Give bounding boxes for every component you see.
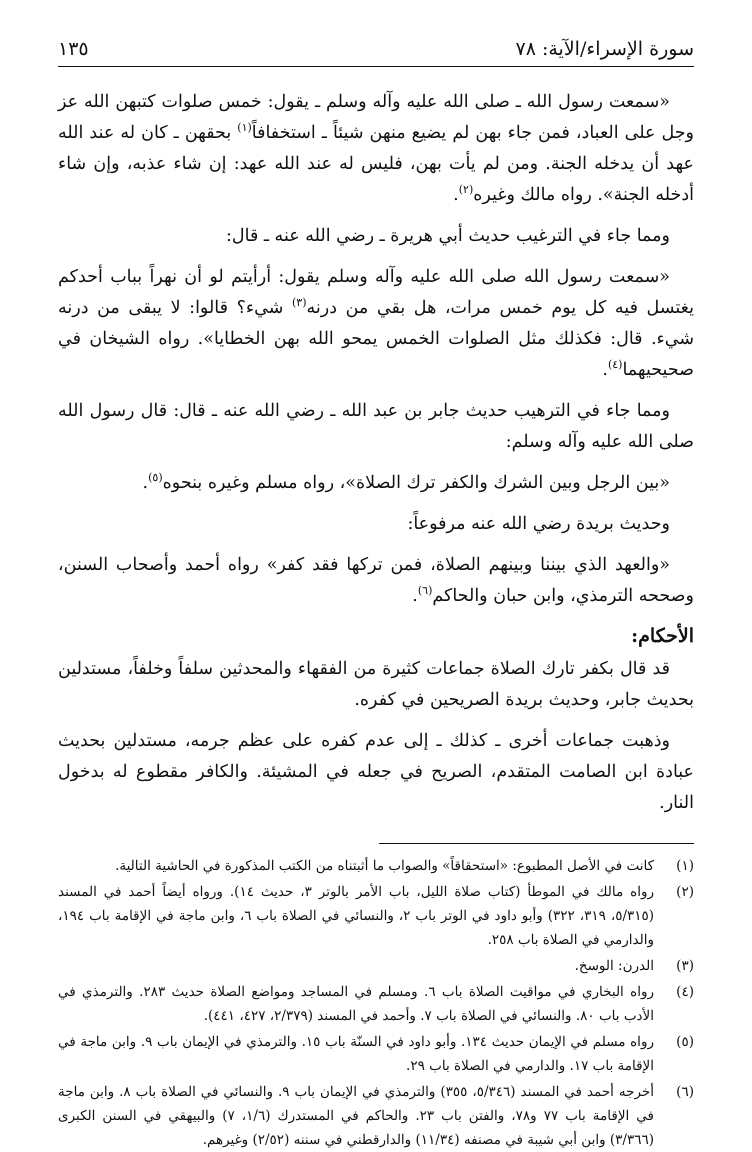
footnote-ref: (٥) (148, 471, 163, 485)
paragraph-text: «بين الرجل وبين الشرك والكفر ترك الصلاة»، رواه مسلم وغيره بنحوه (162, 473, 670, 493)
footnote-text: أخرجه أحمد في المسند (٥/٣٤٦، ٣٥٥) والترمذي في الإيمان باب ٩. والنسائي في الصلاة باب ٨. وابن ماجة في الإقامة باب ٧٧ و٧٨، والفتن باب ٢٣. والحاكم في المستدرك (١/٦، ٧) والبيهقي في السنن الكبرى (٣/٣٦٦) وابن أبي شيبة في مصنفه (١١/٣٤) والدارقطني في سننه (٢/٥٢) وغيرهم. (58, 1084, 655, 1148)
paragraph-text: «والعهد الذي بيننا وبينهم الصلاة، فمن تركها فقد كفر» رواه أحمد وأصحاب السنن، وصححه الترمذي، وابن حبان والحاكم (58, 555, 694, 606)
paragraph-hadith-shirk (58, 468, 694, 499)
footnote-ref: (٢) (458, 183, 474, 197)
main-text (58, 87, 694, 819)
footnote-number: (٤) (676, 984, 694, 1000)
paragraph-hadith-five-prayers (58, 87, 694, 211)
page-number: ١٣٥ (58, 38, 89, 60)
paragraph-ruling-no-kufr (58, 726, 694, 819)
header-rule (58, 66, 694, 67)
footnote-item (58, 854, 694, 878)
footnote-number: (٣) (676, 958, 694, 974)
paragraph-buraydah-intro (58, 509, 694, 540)
paragraph-text: شيء؟ قالوا: لا يبقى من درنه شيء. قال: فكذلك مثل الصلوات الخمس يمحو الله بهن الخطايا». رواه الشيخان في صحيحيهما (58, 298, 694, 380)
footnote-item (58, 1030, 694, 1078)
paragraph-text: وذهبت جماعات أخرى ـ كذلك ـ إلى عدم كفره على عظم جرمه، مستدلين بحديث عبادة ابن الصامت المتقدم، الصريح في جعله في المشيئة. والكافر مقطوع له بدخول النار. (58, 731, 694, 813)
paragraph-ruling-kufr (58, 654, 694, 716)
paragraph-text: بحقهن ـ كان له عند الله عهد أن يدخله الجنة. ومن لم يأت بهن، فليس له عند الله عهد: إن شاء عذبه، وإن شاء أدخله الجنة». رواه مالك وغيره (58, 123, 694, 205)
paragraph-text: وحديث بريدة رضي الله عنه مرفوعاً: (407, 514, 670, 534)
footnote-item (58, 954, 694, 978)
paragraph-text: قد قال بكفر تارك الصلاة جماعات كثيرة من الفقهاء والمحدثين سلفاً وخلفاً، مستدلين بحديث جابر، وحديث بريدة الصريحين في كفره. (58, 659, 694, 710)
footnote-text: رواه مالك في الموطأ (كتاب صلاة الليل، باب الأمر بالوتر ٣، حديث ١٤). ورواه أيضاً أحمد في المسند (٥/٣١٥، ٣١٩، ٣٢٢) وأبو داود في الوتر باب ٢، والنسائي في الصلاة باب ٦، وابن ماجة في الإقامة باب ١٩٤، والدارمي في الصلاة باب ٢٥٨. (58, 884, 655, 948)
paragraph-punct: . (602, 360, 608, 380)
footnote-text: كانت في الأصل المطبوع: «استحقاقاً» والصواب ما أثبتناه من الكتب المذكورة في الحاشية التالية. (115, 858, 654, 874)
footnote-number: (١) (676, 858, 694, 874)
paragraph-text: «سمعت رسول الله صلى الله عليه وآله وسلم يقول: أرأيتم لو أن نهراً بباب أحدكم يغتسل فيه كل يوم خمس مرات، هل بقي من درنه (58, 267, 694, 318)
paragraph-punct: . (412, 586, 418, 606)
footnote-ref: (٤) (607, 358, 623, 372)
paragraph-punct: . (142, 473, 149, 493)
paragraph-hadith-covenant (58, 550, 694, 612)
paragraph-punct: . (453, 185, 459, 205)
footnote-ref: (٦) (417, 584, 433, 598)
footnote-text: رواه البخاري في مواقيت الصلاة باب ٦. ومسلم في المساجد ومواضع الصلاة حديث ٢٨٣. والترمذي في الأدب باب ٨٠. والنسائي في الصلاة باب ٧. وأحمد في المسند (٢/٣٧٩، ٤٢٧، ٤٤١). (58, 984, 655, 1024)
footnote-ref: (١) (237, 121, 252, 135)
footnote-item (58, 980, 694, 1028)
footnote-number: (٢) (676, 884, 694, 900)
footnote-text: رواه مسلم في الإيمان حديث ١٣٤. وأبو داود في السنّة باب ١٥. والترمذي في الإيمان باب ٩. وابن ماجة في الإقامة باب ١٧. والدارمي في الصلاة باب ٢٩. (58, 1034, 654, 1074)
page (58, 36, 694, 1148)
surah-title: سورة الإسراء/الآية: ٧٨ (515, 38, 694, 60)
footnote-number: (٥) (676, 1034, 694, 1050)
paragraph-text: ومما جاء في الترغيب حديث أبي هريرة ـ رضي الله عنه ـ قال: (226, 226, 670, 246)
section-heading-rulings: الأحكام: (631, 625, 694, 647)
paragraph-text: «سمعت رسول الله ـ صلى الله عليه وآله وسلم ـ يقول: خمس صلوات كتبهن الله عز وجل على العباد، فمن جاء بهن لم يضيع منهن شيئاً ـ استخفافاً (58, 92, 694, 143)
footnote-text: الدرن: الوسخ. (574, 958, 654, 974)
footnote-item (58, 880, 694, 952)
paragraph-text: ومما جاء في الترهيب حديث جابر بن عبد الله ـ رضي الله عنه ـ قال: قال رسول الله صلى الله عليه وآله وسلم: (58, 401, 694, 452)
footnote-number: (٦) (676, 1084, 694, 1100)
footnotes (58, 854, 694, 1152)
paragraph-tarheeb-intro (58, 396, 694, 458)
paragraph-targheeb-intro (58, 221, 694, 252)
footnote-item (58, 1080, 694, 1152)
footnote-ref: (٣) (291, 296, 307, 310)
paragraph-hadith-river (58, 262, 694, 386)
running-header (58, 36, 694, 64)
footnote-rule (379, 843, 694, 844)
